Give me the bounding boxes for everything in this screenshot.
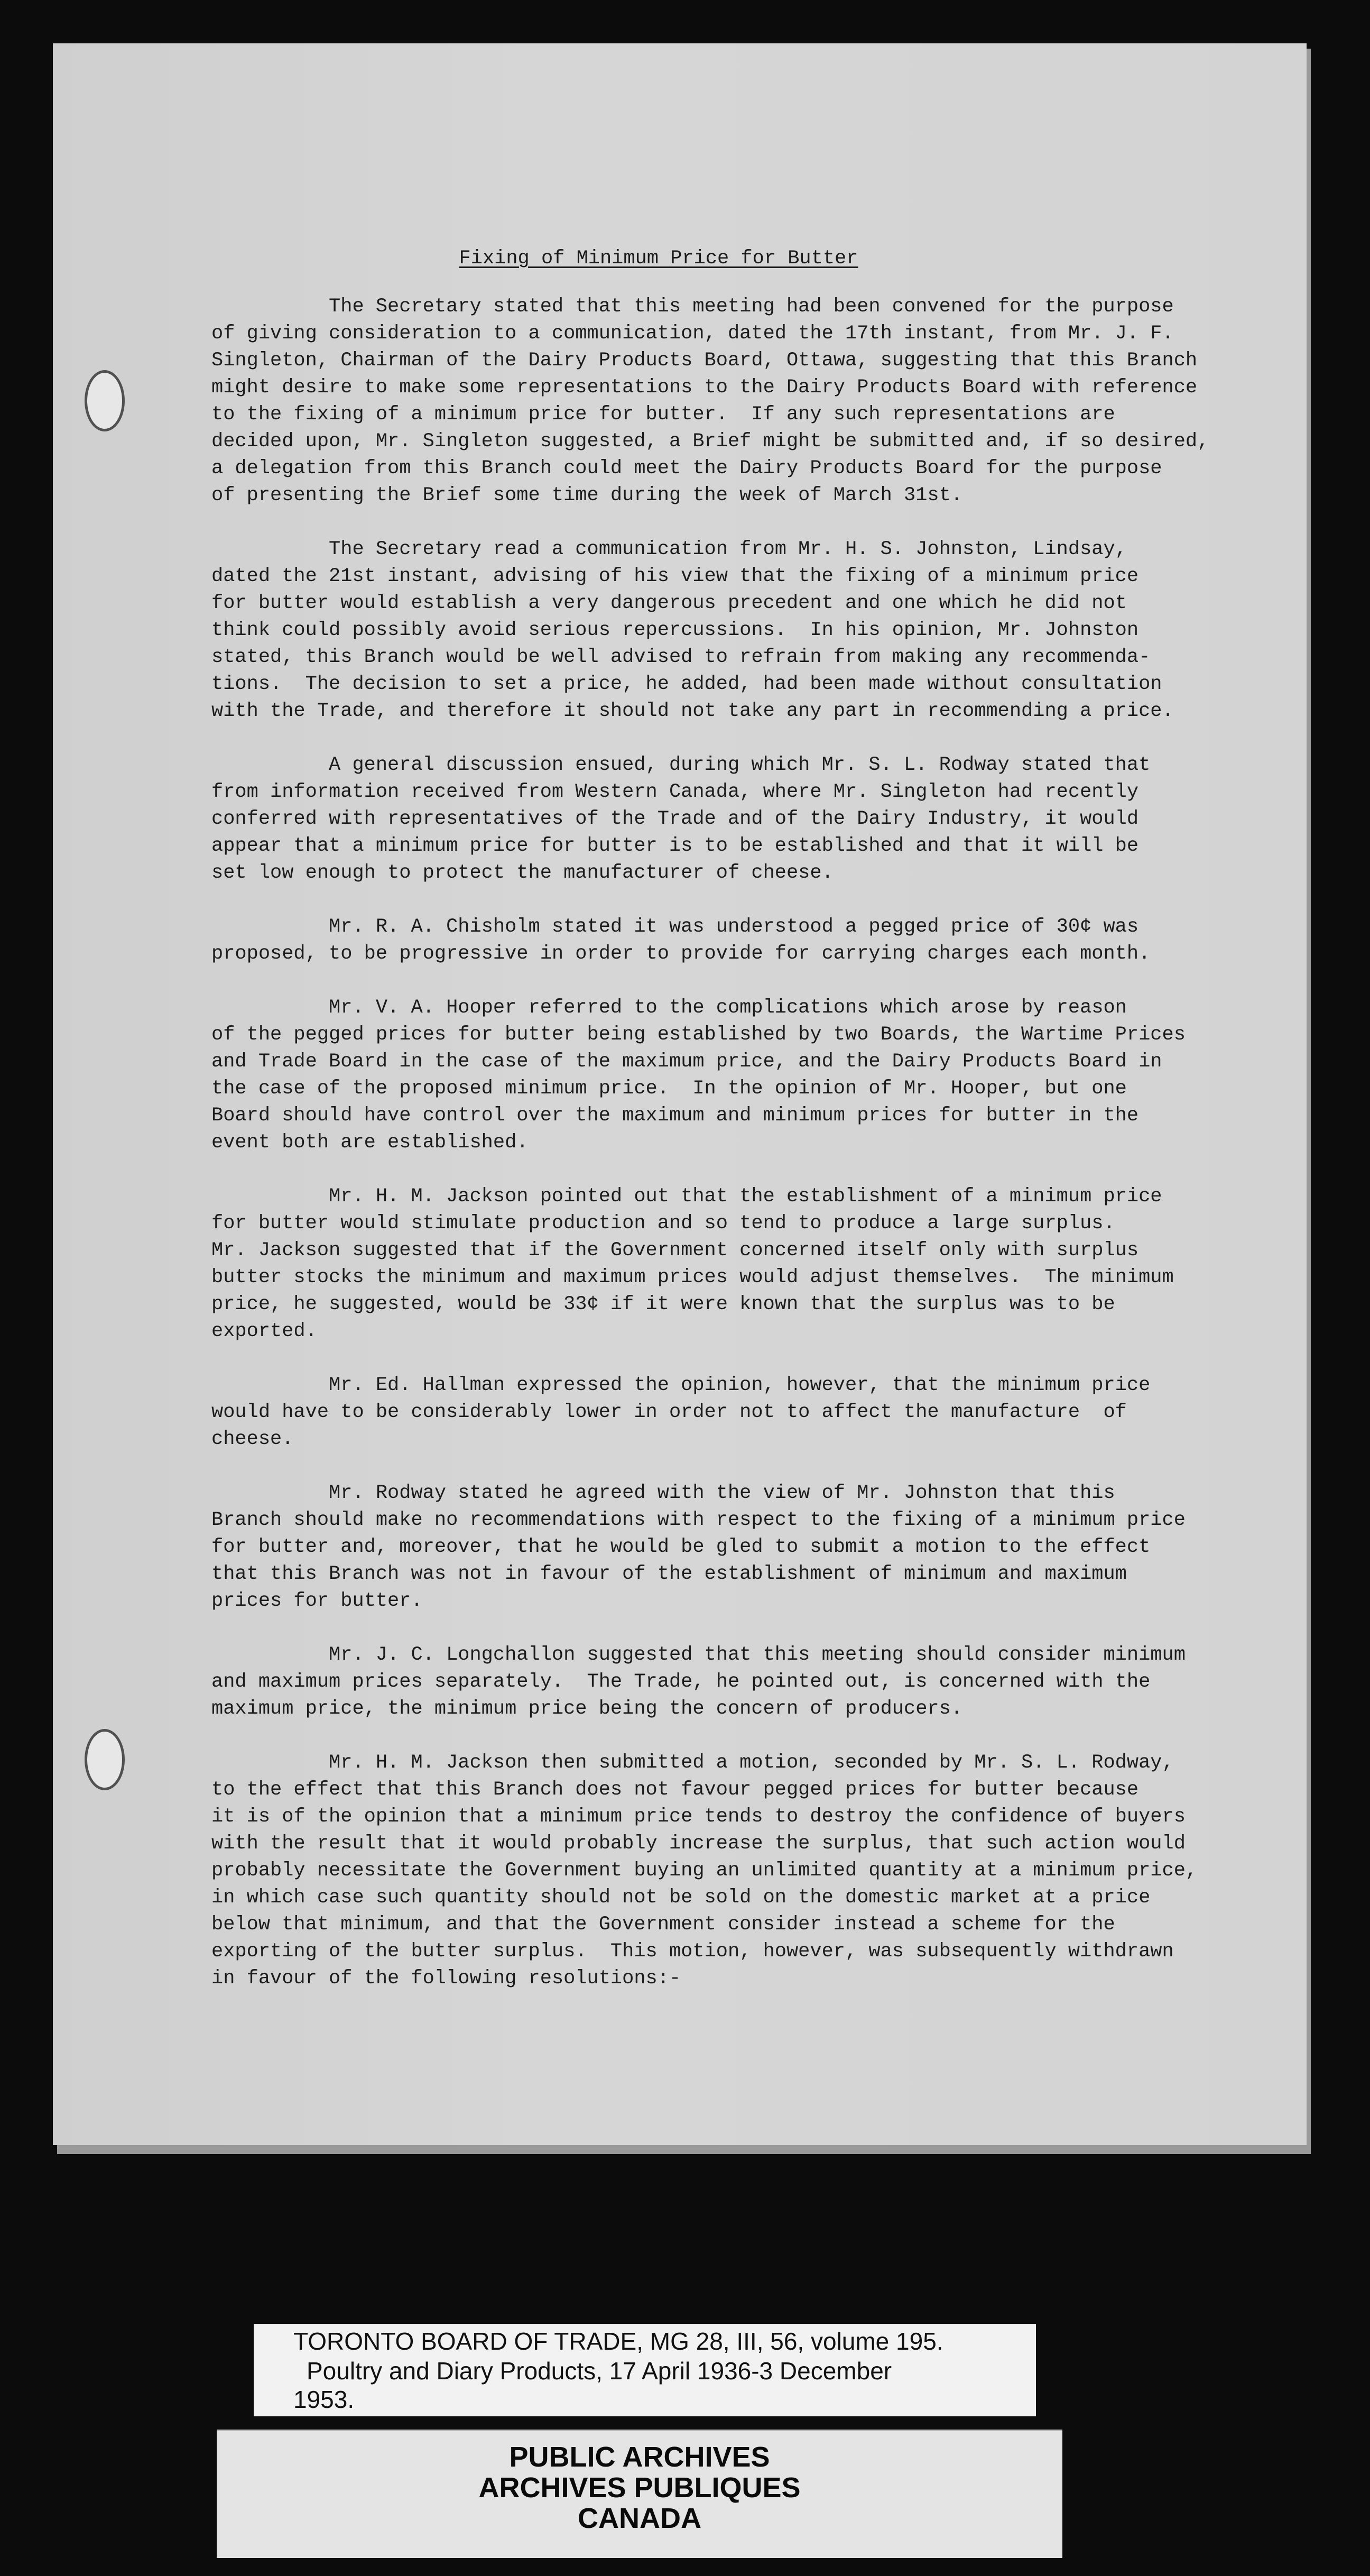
archive-reference-line-1: TORONTO BOARD OF TRADE, MG 28, III, 56, volume 195. bbox=[293, 2327, 943, 2355]
punch-hole-bottom bbox=[85, 1729, 125, 1790]
paragraph-hooper: Mr. V. A. Hooper referred to the complications which arose by reason of the pegged prices for butter being established by two Boards, the Wartime Prices and Trade Board in the case of the maximum price, and the Dairy Products Board in the case of the proposed minimum price. In the opinion of Mr. Hooper, but one Board should have control over the maximum and minimum prices for butter in the event both are established. bbox=[211, 997, 1186, 1154]
paragraph-secretary-communication: The Secretary stated that this meeting had been convened for the purpose of giving consideration to a communication, dated the 17th instant, from Mr. J. F. Singleton, Chairman of the Dairy Products Board, Ottawa, suggesting that this Branch might desire to make some representations to the Dairy Products Board with reference to the fixing of a minimum price for butter. If any such representations are decided upon, Mr. Singleton suggested, a Brief might be submitted and, if so desired, a delegation from this Branch could meet the Dairy Products Board for the purpose of presenting the Brief some time during the week of March 31st. bbox=[211, 296, 1209, 507]
paragraph-general-discussion: A general discussion ensued, during which Mr. S. L. Rodway stated that from information received from Western Canada, where Mr. Singleton had recently conferred with representatives of the Trade and of the Dairy Industry, it would appear that a minimum price for butter is to be established and that it will be set low enough to protect the manufacturer of cheese. bbox=[211, 754, 1151, 884]
paragraph-hallman: Mr. Ed. Hallman expressed the opinion, however, that the minimum price would have to be considerably lower in order not to affect the manufacture of cheese. bbox=[211, 1374, 1151, 1450]
paragraph-jackson-motion: Mr. H. M. Jackson then submitted a motion, seconded by Mr. S. L. Rodway, to the effect that this Branch does not favour pegged prices for butter because it is of the opinion that a minimum price tends to destroy the confidence of buyers with the result that it would probably increase the surplus, that such action would probably necessitate the Government buying an unlimited quantity at a minimum price, in which case such quantity should not be sold on the domestic market at a price below that minimum, and that the Government consider instead a scheme for the exporting of the butter surplus. This motion, however, was subsequently withdrawn in favour of the following resolutions:- bbox=[211, 1752, 1198, 1990]
document-body bbox=[211, 293, 1300, 2019]
stamp-line-2: ARCHIVES PUBLIQUES bbox=[478, 2472, 801, 2504]
archive-reference-line-3: 1953. bbox=[293, 2386, 355, 2413]
paragraph-jackson: Mr. H. M. Jackson pointed out that the establishment of a minimum price for butter would stimulate production and so tend to produce a large surplus. Mr. Jackson suggested that if the Government concerned itself only with surplus butter stocks the minimum and maximum prices would adjust themselves. The minimum price, he suggested, would be 33¢ if it were known that the surplus was to be exported. bbox=[211, 1185, 1174, 1342]
paragraph-longchallon: Mr. J. C. Longchallon suggested that this meeting should consider minimum and maximum prices separately. The Trade, he pointed out, is concerned with the maximum price, the minimum price being the concern of producers. bbox=[211, 1644, 1186, 1720]
stamp-line-3: CANADA bbox=[578, 2503, 701, 2534]
paragraph-johnston-letter: The Secretary read a communication from Mr. H. S. Johnston, Lindsay, dated the 21st instant, advising of his view that the fixing of a minimum price for butter would establish a very dangerous precedent and one which he did not think could possibly avoid serious repercussions. In his opinion, Mr. Johnston stated, this Branch would be well advised to refrain from making any recommenda- tions. The decision to set a price, he added, had been made without consultation with the Trade, and therefore it should not take any part in recommending a price. bbox=[211, 538, 1174, 722]
archive-reference-line-2: Poultry and Diary Products, 17 April 1936-3 December bbox=[307, 2357, 892, 2385]
paragraph-chisholm: Mr. R. A. Chisholm stated it was understood a pegged price of 30¢ was proposed, to be progressive in order to provide for carrying charges each month. bbox=[211, 916, 1151, 965]
paragraph-rodway: Mr. Rodway stated he agreed with the view of Mr. Johnston that this Branch should make no recommendations with respect to the fixing of a minimum price for butter and, moreover, that he would be gled to submit a motion to the effect that this Branch was not in favour of the establishment of minimum and maximum prices for butter. bbox=[211, 1482, 1186, 1612]
punch-hole-top bbox=[85, 370, 125, 431]
document-title: Fixing of Minimum Price for Butter bbox=[459, 247, 858, 270]
stamp-line-1: PUBLIC ARCHIVES bbox=[509, 2441, 770, 2473]
